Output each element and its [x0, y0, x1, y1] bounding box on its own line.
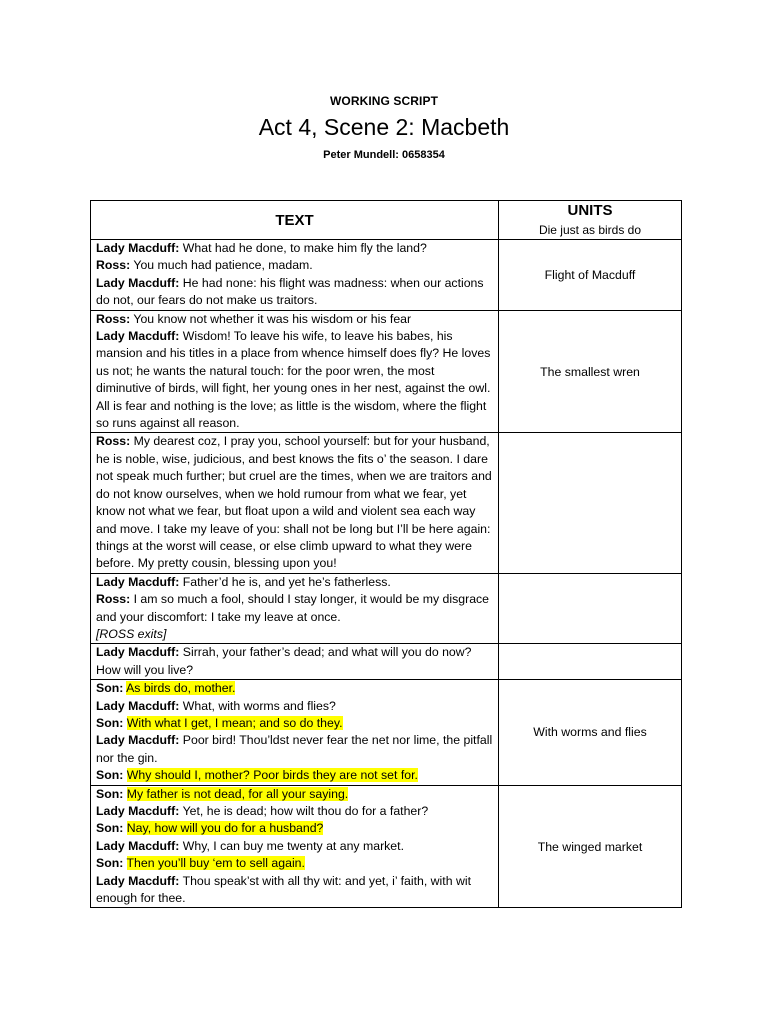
dialogue-line: [96, 240, 493, 257]
speaker-name: Lady Macduff:: [96, 873, 180, 888]
speaker-name: Lady Macduff:: [96, 329, 180, 344]
speaker-name: Son:: [96, 681, 124, 696]
script-text-cell: [91, 680, 499, 785]
line-text: Father’d he is, and yet he’s fatherless.: [182, 574, 391, 589]
table-header-row: [91, 201, 682, 240]
speaker-name: Lady Macduff:: [96, 574, 180, 589]
line-text: I am so much a fool, should I stay longer, it would be my disgrace and your discomfort: I take my leave at once.: [96, 592, 490, 624]
line-text: Yet, he is dead; how wilt thou do for a father?: [182, 804, 429, 818]
highlighted-line-text: With what I get, I mean; and so do they.: [126, 715, 343, 730]
speaker-name: Lady Macduff:: [96, 733, 180, 748]
unit-cell: With worms and flies: [499, 680, 682, 785]
line-text: My dearest coz, I pray you, school yourself: but for your husband, he is noble, wise, judicious, and best knows the fits o’ the season. I dare not speak much further; but cruel are the times, when we are traitors and do not know ourselves, when we hold rumour from what we fear, yet know not what we fear, but float upon a wild and violent sea each way and move. I take my leave of you: shall not be long but I’ll be here again: things at the worst will cease, or else climb upward to what they were before. My pretty cousin, blessing upon you!: [96, 434, 492, 571]
dialogue-line: [96, 433, 493, 572]
speaker-name: Son:: [96, 786, 124, 801]
line-text: Sirrah, your father’s dead; and what will you do now? How will you live?: [96, 645, 472, 677]
units-subtitle: Die just as birds do: [538, 223, 642, 237]
table-row: [91, 680, 682, 785]
dialogue-line: [96, 698, 493, 715]
table-row: [91, 785, 682, 908]
unit-cell: [499, 573, 682, 644]
dialogue-line: [96, 680, 493, 697]
table-row: [91, 433, 682, 573]
speaker-name: Lady Macduff:: [96, 804, 180, 818]
highlighted-line-text: Then you’ll buy ‘em to sell again.: [126, 856, 305, 871]
script-text-cell: [91, 644, 499, 680]
speaker-name: Ross:: [96, 311, 131, 326]
line-text: Wisdom! To leave his wife, to leave his babes, his mansion and his titles in a place from whence himself does fly? He loves us not; he wants the natural touch: for the poor wren, the most diminutive of birds, will fight, her young ones in her nest, against the owl. All is fear and nothing is the love; as little is the wisdom, where the flight so runs against all reason.: [96, 329, 491, 431]
line-text: What, with worms and flies?: [182, 698, 336, 713]
dialogue-line: [96, 855, 493, 872]
script-text-cell: [91, 573, 499, 644]
speaker-name: Lady Macduff:: [96, 241, 180, 255]
working-script-label: WORKING SCRIPT: [329, 94, 439, 108]
dialogue-line: [96, 873, 493, 908]
script-text-cell: [91, 310, 499, 433]
script-body: [91, 240, 682, 908]
line-text: He had none: his flight was madness: when our actions do not, our fears do not make us traitors.: [96, 275, 484, 308]
speaker-name: Ross:: [96, 592, 131, 607]
dialogue-line: [96, 786, 493, 803]
script-table: [90, 200, 682, 908]
unit-cell: The winged market: [499, 785, 682, 908]
script-text-cell: [91, 785, 499, 908]
speaker-name: Lady Macduff:: [96, 645, 180, 660]
speaker-name: Son:: [96, 715, 124, 730]
table-row: [91, 573, 682, 644]
dialogue-line: [96, 838, 493, 855]
line-text: Poor bird! Thou’ldst never fear the net nor lime, the pitfall nor the gin.: [96, 733, 493, 765]
dialogue-line: [96, 803, 493, 820]
stage-direction: [ROSS exits]: [96, 626, 167, 641]
script-text-cell: [91, 433, 499, 573]
highlighted-line-text: Nay, how will you do for a husband?: [126, 821, 324, 836]
speaker-name: Son:: [96, 768, 124, 783]
dialogue-line: [96, 328, 493, 432]
line-text: Thou speak’st with all thy wit: and yet, i’ faith, with wit enough for thee.: [96, 873, 471, 906]
dialogue-line: [96, 715, 493, 732]
author-line: Peter Mundell: 0658354: [323, 149, 445, 161]
speaker-name: Son:: [96, 821, 124, 836]
unit-cell: [499, 433, 682, 573]
dialogue-line: [96, 311, 493, 328]
speaker-name: Lady Macduff:: [96, 838, 180, 853]
text-column-header: TEXT: [91, 201, 499, 240]
unit-cell: The smallest wren: [499, 310, 682, 433]
highlighted-line-text: As birds do, mother.: [126, 681, 236, 696]
dialogue-line: [96, 257, 493, 274]
script-text-cell: [91, 240, 499, 311]
dialogue-line: [96, 591, 493, 626]
table-row: [91, 644, 682, 680]
speaker-name: Lady Macduff:: [96, 275, 180, 290]
line-text: You much had patience, madam.: [133, 258, 313, 273]
line-text: What had he done, to make him fly the land?: [182, 241, 427, 255]
dialogue-line: [96, 732, 493, 767]
highlighted-line-text: Why should I, mother? Poor birds they are not set for.: [126, 768, 418, 783]
page-title: Act 4, Scene 2: Macbeth: [258, 114, 510, 140]
units-column-header: [499, 201, 682, 240]
dialogue-line: [96, 275, 493, 310]
unit-cell: Flight of Macduff: [499, 240, 682, 311]
line-text: Why, I can buy me twenty at any market.: [182, 838, 404, 853]
line-text: You know not whether it was his wisdom or his fear: [133, 311, 412, 326]
dialogue-line: [96, 626, 493, 643]
dialogue-line: [96, 574, 493, 591]
document-header: [0, 94, 768, 161]
highlighted-line-text: My father is not dead, for all your saying.: [126, 786, 349, 801]
speaker-name: Lady Macduff:: [96, 698, 180, 713]
dialogue-line: [96, 820, 493, 837]
units-title: UNITS: [567, 202, 613, 219]
speaker-name: Son:: [96, 856, 124, 871]
table-row: [91, 310, 682, 433]
dialogue-line: [96, 767, 493, 784]
table-row: [91, 240, 682, 311]
unit-cell: [499, 644, 682, 680]
speaker-name: Ross:: [96, 434, 131, 449]
speaker-name: Ross:: [96, 258, 131, 273]
dialogue-line: [96, 644, 493, 679]
